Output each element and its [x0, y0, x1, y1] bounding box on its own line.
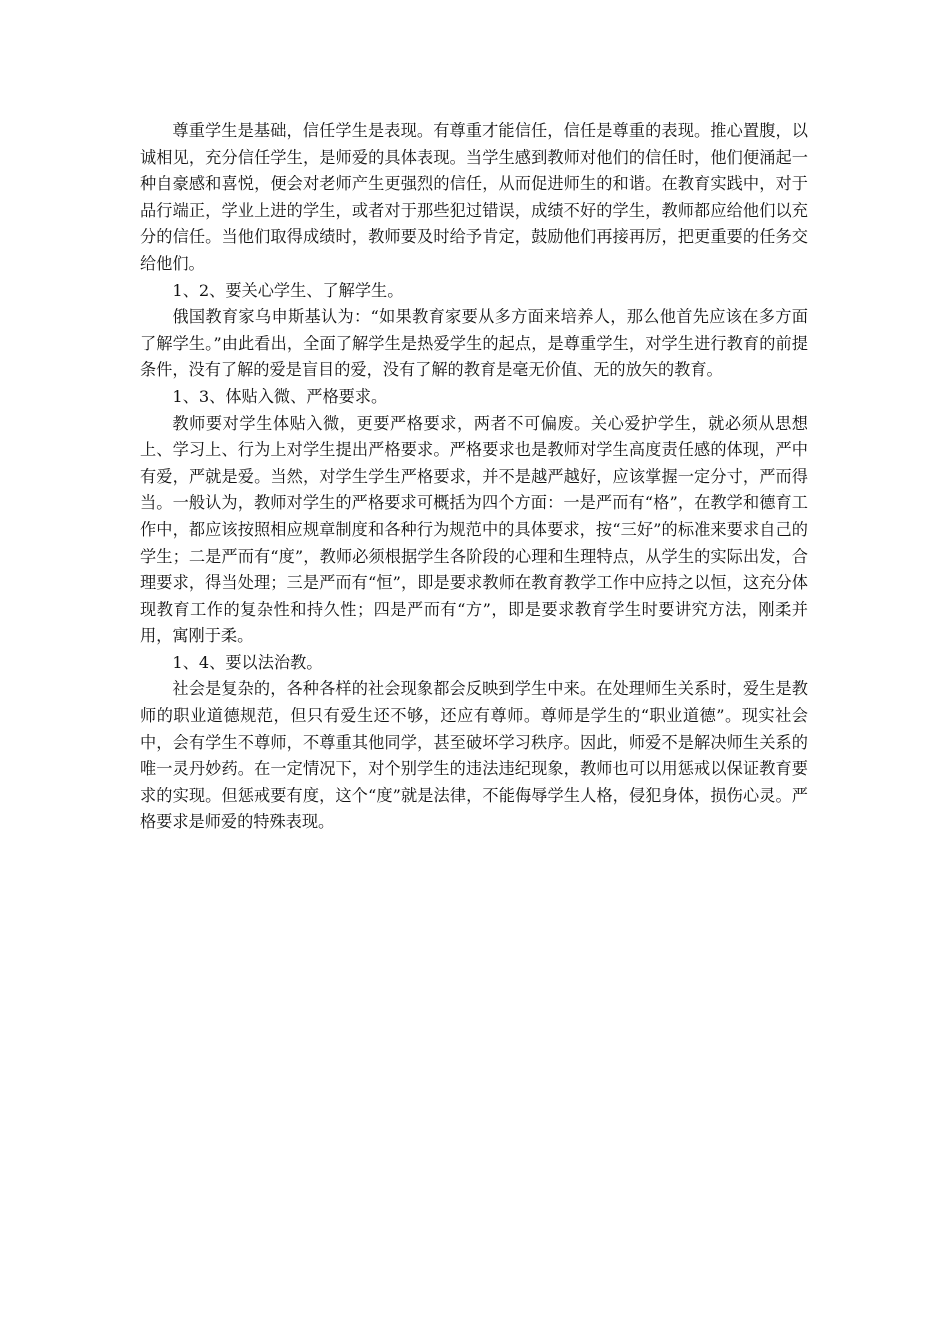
paragraph-trust-students: 尊重学生是基础，信任学生是表现。有尊重才能信任，信任是尊重的表现。推心置腹，以诚相见，充分信任学生，是师爱的具体表现。当学生感到教师对他们的信任时，他们便涌起一种自豪感和喜悦，便会对老师产生更强烈的信任，从而促进师生的和谐。在教育实践中，对于品行端正，学业上进的学生，或者对于那些犯过错误，成绩不好的学生，教师都应给他们以充分的信任。当他们取得成绩时，教师要及时给予肯定，鼓励他们再接再厉，把更重要的任务交给他们。: [140, 121, 808, 273]
section-heading-1-2: 1、2、要关心学生、了解学生。: [172, 280, 404, 300]
section-heading-1-3: 1、3、体贴入微、严格要求。: [172, 386, 388, 406]
document-page: [140, 118, 808, 836]
paragraph-understand-students: 俄国教育家乌申斯基认为：“如果教育家要从多方面来培养人，那么他首先应该在多方面了解学生。”由此看出，全面了解学生是热爱学生的起点，是尊重学生，对学生进行教育的前提条件，没有了解的爱是盲目的爱，没有了解的教育是毫无价值、无的放矢的教育。: [140, 307, 808, 380]
paragraph-rule-of-law: 社会是复杂的，各种各样的社会现象都会反映到学生中来。在处理师生关系时，爱生是教师的职业道德规范，但只有爱生还不够，还应有尊师。尊师是学生的“职业道德”。现实社会中，会有学生不尊师，不尊重其他同学，甚至破坏学习秩序。因此，师爱不是解决师生关系的唯一灵丹妙药。在一定情况下，对个别学生的违法违纪现象，教师也可以用惩戒以保证教育要求的实现。但惩戒要有度，这个“度”就是法律，不能侮辱学生人格，侵犯身体，损伤心灵。严格要求是师爱的特殊表现。: [140, 679, 808, 832]
paragraph-strict-requirements: 教师要对学生体贴入微，更要严格要求，两者不可偏废。关心爱护学生，就必须从思想上、学习上、行为上对学生提出严格要求。严格要求也是教师对学生高度责任感的体现，严中有爱，严就是爱。当然，对学生学生严格要求，并不是越严越好，应该掌握一定分寸，严而得当。一般认为，教师对学生的严格要求可概括为四个方面：一是严而有“格”，在教学和德育工作中，都应该按照相应规章制度和各种行为规范中的具体要求，按“三好”的标准来要求自己的学生；二是严而有“度”，教师必须根据学生各阶段的心理和生理特点，从学生的实际出发，合理要求，得当处理；三是严而有“恒”，即是要求教师在教育教学工作中应持之以恒，这充分体现教育工作的复杂性和持久性；四是严而有“方”，即是要求教育学生时要讲究方法，刚柔并用，寓刚于柔。: [140, 413, 808, 646]
section-heading-1-4: 1、4、要以法治教。: [172, 652, 323, 672]
